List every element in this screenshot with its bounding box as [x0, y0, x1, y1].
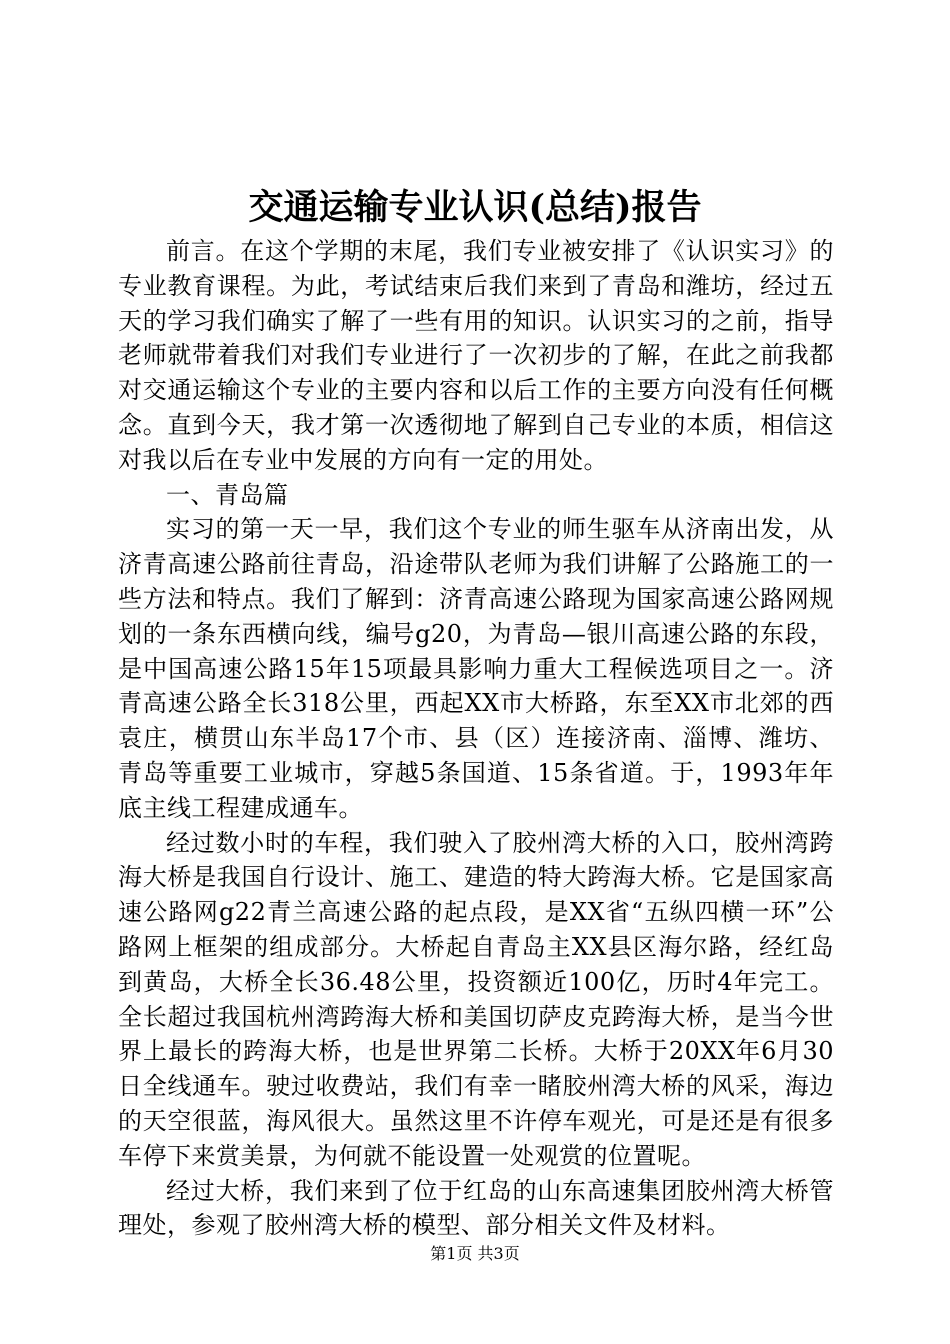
- section-heading-qingdao: 一、青岛篇: [166, 480, 289, 509]
- paragraph-preface: 前言。在这个学期的末尾，我们专业被安排了《认识实习》的专业教育课程。为此，考试结束后我们来到了青岛和潍坊，经过五天的学习我们确实了解了一些有用的知识。认识实习的之前，指导老师就带着我们对我们专业进行了一次初步的了解，在此之前我都对交通运输这个专业的主要内容和以后工作的主要方向没有任何概念。直到今天，我才第一次透彻地了解到自己专业的本质，相信这对我以后在专业中发展的方向有一定的用处。: [118, 237, 834, 474]
- paragraph-jiaozhou-bay-bridge: 经过数小时的车程，我们驶入了胶州湾大桥的入口，胶州湾跨海大桥是我国自行设计、施工、建造的特大跨海大桥。它是国家高速公路网g22青兰高速公路的起点段，是XX省“五纵四横一环”公路网上框架的组成部分。大桥起自青岛主XX县区海尔路，经红岛到黄岛，大桥全长36.48公里，投资额近100亿，历时4年完工。全长超过我国杭州湾跨海大桥和美国切萨皮克跨海大桥，是当今世界上最长的跨海大桥，也是世界第二长桥。大桥于20XX年6月30日全线通车。驶过收费站，我们有幸一睹胶州湾大桥的风采，海边的天空很蓝，海风很大。虽然这里不许停车观光，可是还是有很多车停下来赏美景，为何就不能设置一处观赏的位置呢。: [118, 828, 834, 1170]
- document-title: 交通运输专业认识(总结)报告: [248, 187, 702, 228]
- paragraph-bridge-management: 经过大桥，我们来到了位于红岛的山东高速集团胶州湾大桥管理处，参观了胶州湾大桥的模型、部分相关文件及材料。: [118, 1176, 834, 1240]
- document-body: [118, 234, 834, 1243]
- paragraph-jiqing-expressway: 实习的第一天一早，我们这个专业的师生驱车从济南出发，从济青高速公路前往青岛，沿途带队老师为我们讲解了公路施工的一些方法和特点。我们了解到：济青高速公路现为国家高速公路网规划的一条东西横向线，编号g20，为青岛—银川高速公路的东段，是中国高速公路15年15项最具影响力重大工程候选项目之一。济青高速公路全长318公里，西起XX市大桥路，东至XX市北郊的西袁庄，横贯山东半岛17个市、县（区）连接济南、淄博、潍坊、青岛等重要工业城市，穿越5条国道、15条省道。于，1993年年底主线工程建成通车。: [118, 515, 834, 822]
- page-footer: 第1页 共3页: [430, 1244, 520, 1263]
